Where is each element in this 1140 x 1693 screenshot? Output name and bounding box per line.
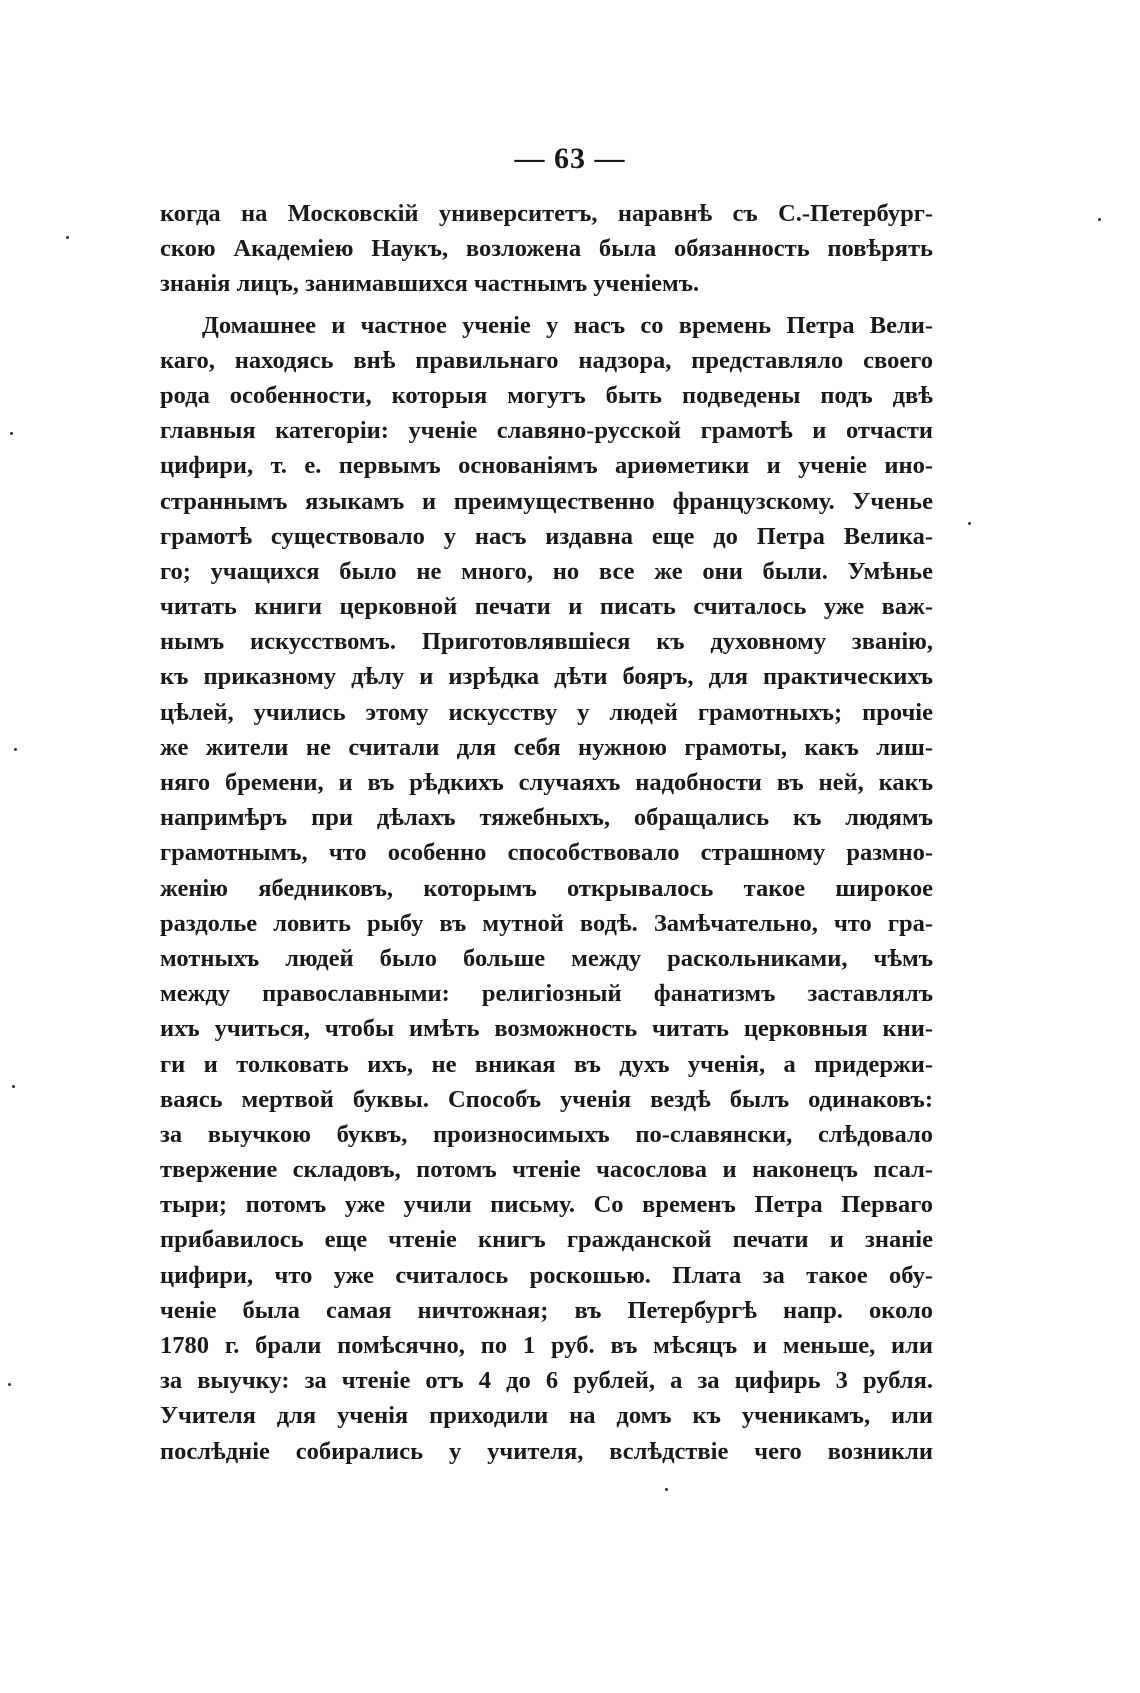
text-line: ги и толковать ихъ, не вникая въ духъ ученія, а придержи- xyxy=(160,1050,933,1078)
text-line: грамотнымъ, что особенно способствовало страшному размно- xyxy=(160,839,933,867)
scan-speck xyxy=(12,1085,15,1088)
text-line: цифири, что уже считалось роскошью. Плата за такое обу- xyxy=(160,1261,933,1289)
text-line: ваясь мертвой буквы. Способъ ученія вездѣ былъ одинаковъ: xyxy=(160,1085,933,1113)
text-line: ченіе была самая ничтожная; въ Петербургѣ напр. около xyxy=(160,1296,933,1324)
text-line: рода особенности, которыя могутъ быть подведены подъ двѣ xyxy=(160,381,933,409)
text-line: мотныхъ людей было больше между раскольниками, чѣмъ xyxy=(160,944,933,972)
text-line: когда на Московскій университетъ, наравнѣ съ С.-Петербург- xyxy=(160,200,933,227)
text-line: главныя категоріи: ученіе славяно-русской грамотѣ и отчасти xyxy=(160,417,933,445)
text-line: же жители не считали для себя нужною грамоты, какъ лиш- xyxy=(160,733,933,761)
text-line: няго бремени, и въ рѣдкихъ случаяхъ надобности въ ней, какъ xyxy=(160,769,933,796)
text-line: 1780 г. брали помѣсячно, по 1 руб. въ мѣсяцъ и меньше, или xyxy=(160,1332,933,1359)
text-line: прибавилось еще чтеніе книгъ гражданской печати и знаніе xyxy=(160,1226,933,1254)
text-line: Домашнее и частное ученіе у насъ со времень Петра Вели- xyxy=(202,311,933,339)
scan-speck xyxy=(1098,218,1101,221)
text-line: послѣдніе собирались у учителя, вслѣдствіе чего возникли xyxy=(160,1437,933,1465)
scan-speck xyxy=(66,236,69,239)
text-line: цѣлей, учились этому искусству у людей грамотныхъ; прочіе xyxy=(160,698,933,726)
page-number: — 63 — xyxy=(514,142,626,175)
text-line: го; учащихся было не много, но все же они были. Умѣнье xyxy=(160,557,933,585)
text-line: грамотѣ существовало у насъ издавна еще до Петра Велика- xyxy=(160,522,933,550)
scan-speck xyxy=(968,522,971,525)
text-line: знанія лицъ, занимавшихся частнымъ ученіемъ. xyxy=(160,270,700,298)
text-line: цифири, т. е. первымъ основаніямъ ариѳметики и ученіе ино- xyxy=(160,452,933,480)
text-line: скою Академіею Наукъ, возложена была обязанность повѣрять xyxy=(160,235,933,263)
page-text xyxy=(160,196,933,1469)
scan-speck xyxy=(14,748,17,751)
text-line: читать книги церковной печати и писать считалось уже важ- xyxy=(160,593,933,621)
text-line: Учителя для ученія приходили на домъ къ ученикамъ, или xyxy=(160,1402,933,1430)
text-line: каго, находясь внѣ правильнаго надзора, представляло своего xyxy=(160,346,933,374)
scan-speck xyxy=(10,432,13,435)
text-line: ихъ учиться, чтобы имѣть возможность читать церковныя кни- xyxy=(160,1015,933,1043)
scan-speck xyxy=(8,1383,11,1386)
text-line: къ приказному дѣлу и изрѣдка дѣти бояръ, для практическихъ xyxy=(160,663,933,691)
scan-speck xyxy=(665,1488,668,1491)
text-line: страннымъ языкамъ и преимущественно французскому. Ученье xyxy=(160,487,933,515)
text-line: между православными: религіозный фанатизмъ заставлялъ xyxy=(160,980,933,1008)
text-line: раздолье ловить рыбу въ мутной водѣ. Замѣчательно, что гра- xyxy=(160,909,933,937)
text-line: твержение складовъ, потомъ чтеніе часослова и наконецъ псал- xyxy=(160,1156,933,1184)
text-line: напримѣръ при дѣлахъ тяжебныхъ, обращались къ людямъ xyxy=(160,804,933,832)
text-line: нымъ искусствомъ. Приготовлявшіеся къ духовному званію, xyxy=(160,628,933,656)
text-line: за выучку: за чтеніе отъ 4 до 6 рублей, а за цифирь 3 рубля. xyxy=(160,1367,933,1395)
text-line: женію ябедниковъ, которымъ открывалось такое широкое xyxy=(160,874,933,902)
text-line: за выучкою буквъ, произносимыхъ по-славянски, слѣдовало xyxy=(160,1120,933,1148)
text-line: тыри; потомъ уже учили письму. Со временъ Петра Перваго xyxy=(160,1191,933,1219)
